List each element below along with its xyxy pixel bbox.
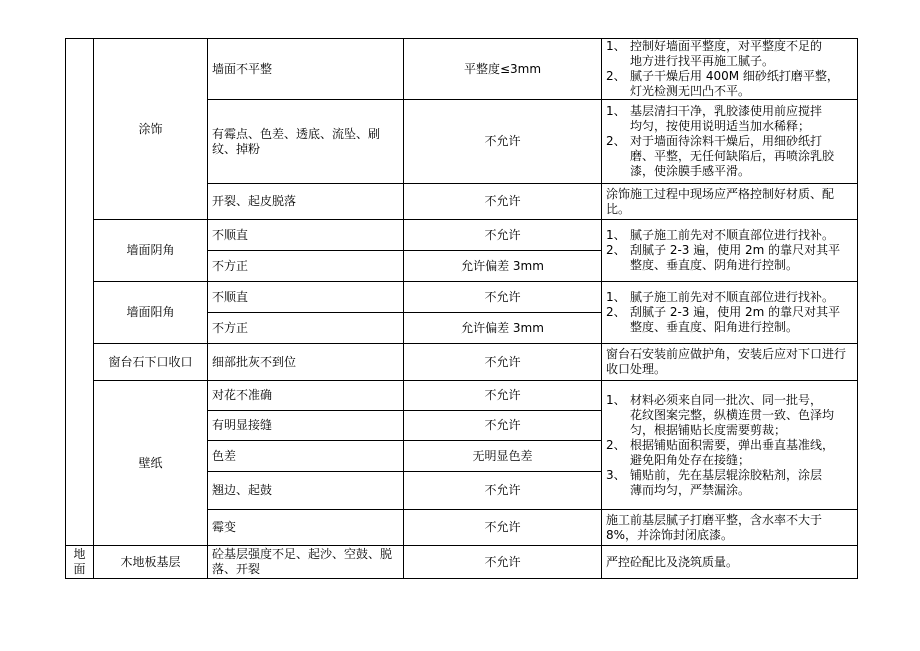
issue-cell: 开裂、起皮脱落: [208, 184, 404, 220]
control-cell: [602, 282, 858, 344]
standard-cell: 不允许: [404, 282, 602, 313]
standard-cell: 不允许: [404, 546, 602, 579]
table-row: [66, 344, 858, 381]
issue-cell: 对花不准确: [208, 381, 404, 411]
control-line: 薄而均匀，严禁漏涂。: [630, 482, 751, 497]
issue-cell: 霉变: [208, 510, 404, 546]
control-line: 避免阳角处存在接缝；: [630, 452, 751, 467]
control-line: 花纹图案完整，纵横连贯一致、色泽均匀，根据铺贴长度需要剪裁；: [630, 407, 835, 437]
quality-control-table: [65, 38, 858, 579]
issue-cell: 不方正: [208, 251, 404, 282]
control-cell: [602, 381, 858, 510]
control-line: 灯光检测无凹凸不平。: [630, 84, 751, 98]
control-line: 整度、垂直度、阳角进行控制。: [630, 320, 799, 334]
standard-cell: 不允许: [404, 344, 602, 381]
standard-cell: 不允许: [404, 472, 602, 510]
standard-cell: 不允许: [404, 510, 602, 546]
issue-cell: 不方正: [208, 313, 404, 344]
standard-cell: 允许偏差 3mm: [404, 251, 602, 282]
control-line: 2、 对于墙面待涂料干燥后，用细砂纸打: [606, 134, 823, 148]
control-line: 磨、平整，无任何缺陷后，再喷涂乳胶漆，使涂膜手感平滑。: [630, 149, 835, 178]
subcategory-cell: 窗台石下口收口: [94, 344, 208, 381]
control-cell: 施工前基层腻子打磨平整，含水率不大于 8%，并涂饰封闭底漆。: [602, 510, 858, 546]
control-line: 2、 刮腻子 2-3 遍，使用 2m 的靠尺对其平: [606, 305, 841, 319]
standard-cell: 不允许: [404, 381, 602, 411]
control-cell: 涂饰施工过程中现场应严格控制好材质、配比。: [602, 184, 858, 220]
floor-section-cell: 地 面: [66, 546, 94, 579]
subcategory-cell: 涂饰: [94, 39, 208, 220]
control-cell: 严控砼配比及浇筑质量。: [602, 546, 858, 579]
control-line: 2、 根据铺贴面积需要，弹出垂直基准线，: [606, 437, 835, 452]
issue-cell: 墙面不平整: [208, 39, 404, 100]
issue-cell: 翘边、起鼓: [208, 472, 404, 510]
control-line: 1、 材料必须来自同一批次、同一批号，: [606, 392, 823, 407]
control-cell: [602, 39, 858, 100]
standard-cell: 允许偏差 3mm: [404, 313, 602, 344]
control-line: 1、 腻子施工前先对不顺直部位进行找补。: [606, 290, 835, 304]
table-row: [66, 381, 858, 411]
subcategory-cell: 壁纸: [94, 381, 208, 546]
control-line: 地方进行找平再施工腻子。: [630, 54, 775, 68]
control-line: 均匀，按使用说明适当加水稀释；: [630, 119, 811, 133]
control-line: 整度、垂直度、阴角进行控制。: [630, 258, 799, 272]
table-row: [66, 39, 858, 100]
standard-cell: 不允许: [404, 184, 602, 220]
issue-cell: 砼基层强度不足、起沙、空鼓、脱落、开裂: [208, 546, 404, 579]
control-line: 1、 控制好墙面平整度，对平整度不足的: [606, 39, 823, 53]
control-cell: [602, 100, 858, 184]
control-line: 2、 刮腻子 2-3 遍，使用 2m 的靠尺对其平: [606, 243, 841, 257]
control-cell: 窗台石安装前应做护角，安装后应对下口进行收口处理。: [602, 344, 858, 381]
standard-cell: 平整度≤3mm: [404, 39, 602, 100]
table-row: [66, 220, 858, 251]
control-line: 3、 铺贴前，先在基层辊涂胶粘剂，涂层: [606, 467, 823, 482]
standard-cell: 不允许: [404, 100, 602, 184]
subcategory-cell: 木地板基层: [94, 546, 208, 579]
subcategory-cell: 墙面阴角: [94, 220, 208, 282]
issue-cell: 有明显接缝: [208, 411, 404, 441]
issue-cell: 不顺直: [208, 282, 404, 313]
table-row: [66, 546, 858, 579]
wall-section-cell: [66, 39, 94, 546]
control-cell: [602, 220, 858, 282]
standard-cell: 不允许: [404, 220, 602, 251]
issue-cell: 有霉点、色差、透底、流坠、刷纹、掉粉: [208, 100, 404, 184]
control-line: 1、 基层清扫干净，乳胶漆使用前应搅拌: [606, 104, 823, 118]
issue-cell: 细部批灰不到位: [208, 344, 404, 381]
standard-cell: 无明显色差: [404, 441, 602, 472]
issue-cell: 不顺直: [208, 220, 404, 251]
table-row: [66, 282, 858, 313]
control-line: 1、 腻子施工前先对不顺直部位进行找补。: [606, 228, 835, 242]
control-line: 2、 腻子干燥后用 400M 细砂纸打磨平整，: [606, 69, 839, 83]
standard-cell: 不允许: [404, 411, 602, 441]
subcategory-cell: 墙面阳角: [94, 282, 208, 344]
issue-cell: 色差: [208, 441, 404, 472]
